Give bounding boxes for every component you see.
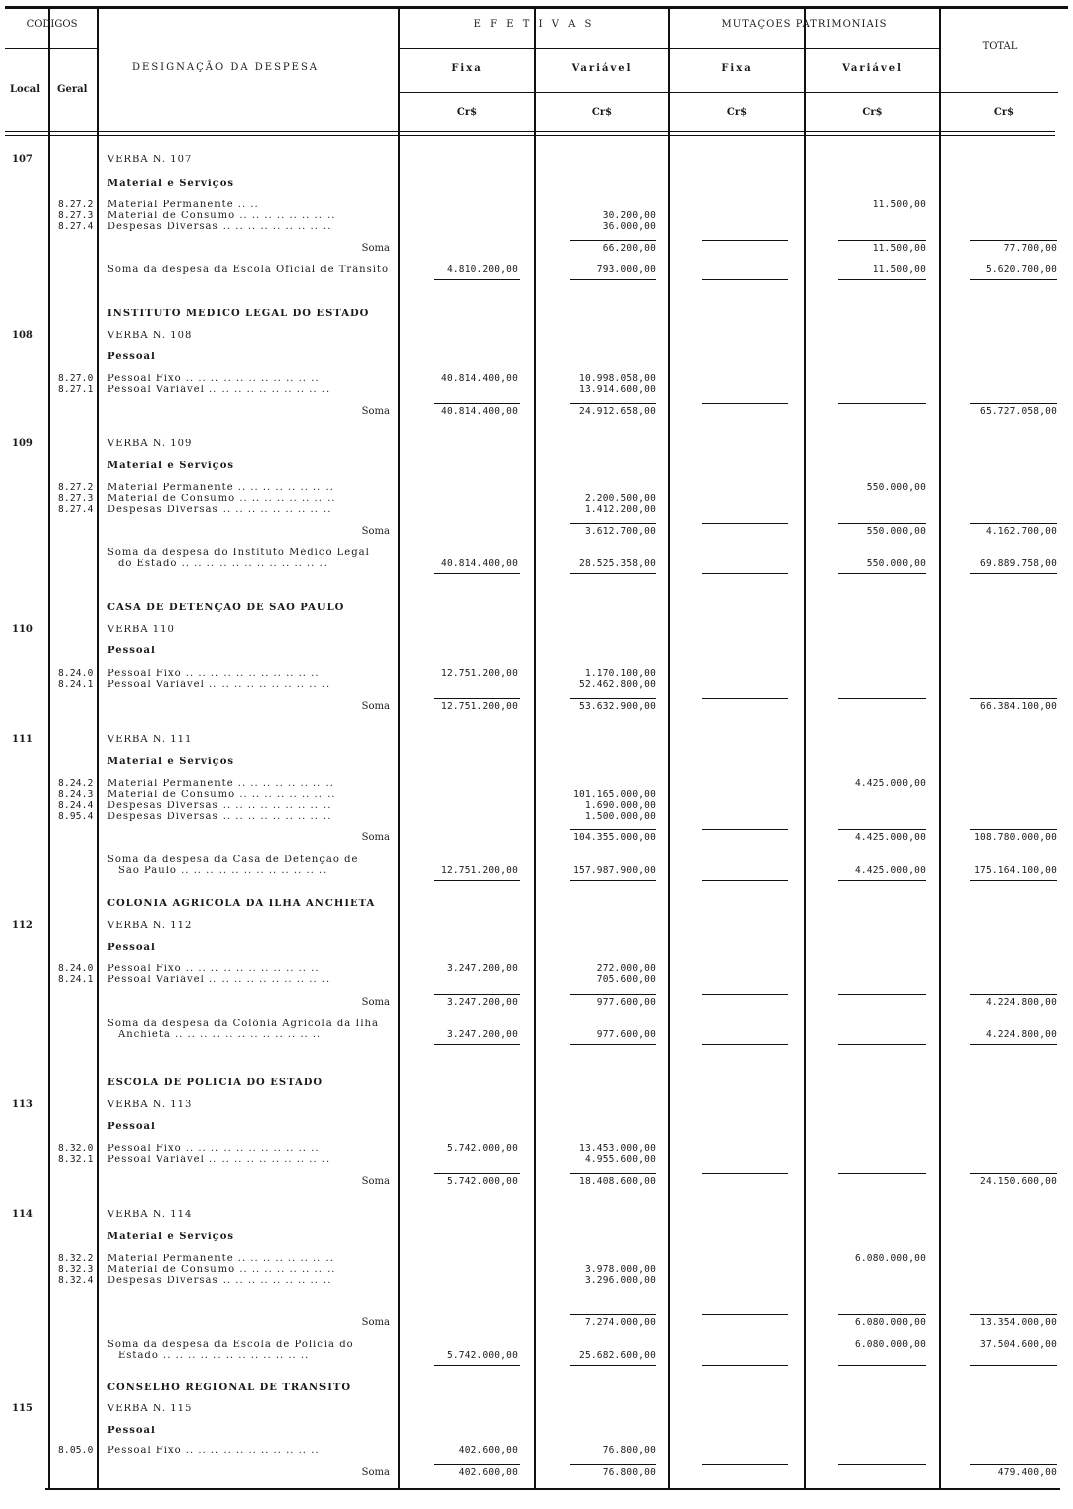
section-title: Material e Serviços xyxy=(107,1232,235,1242)
total-rule-mv xyxy=(838,279,926,280)
sum-rule-mv xyxy=(838,240,926,241)
item-description: Pessoal Fixo .. .. .. .. .. .. .. .. .. .. .. xyxy=(107,1446,320,1456)
sum-rule-tot xyxy=(970,1173,1057,1174)
item-description: Material Permanente .. .. .. .. .. .. .. .. xyxy=(107,483,334,493)
amount-tot: 24.150.600,00 xyxy=(980,1176,1057,1187)
soma-label: Soma xyxy=(361,1467,390,1478)
amount-tot: 479.400,00 xyxy=(997,1467,1057,1478)
code-geral: 8.24.4 xyxy=(58,800,94,811)
sum-rule-ev xyxy=(570,698,656,699)
section-title: Pessoal xyxy=(107,646,156,656)
section-title: CONSELHO REGIONAL DE TRÂNSITO xyxy=(107,1383,352,1393)
amount-ev: 25.682.600,00 xyxy=(579,1350,656,1361)
item-description: VERBA N. 108 xyxy=(107,331,193,341)
item-description: Soma da despesa da Escola Oficial de Trânsito xyxy=(107,265,389,275)
header-rule-2 xyxy=(5,135,1055,136)
amount-ev: 977.600,00 xyxy=(596,1029,656,1040)
total-rule-mv xyxy=(838,1365,926,1366)
amount-mv: 4.425.000,00 xyxy=(854,865,926,876)
amount-ef: 5.742.000,00 xyxy=(446,1176,518,1187)
total-rule-ef xyxy=(434,573,520,574)
amount-ev: 18.408.600,00 xyxy=(579,1176,656,1187)
item-description: Anchieta .. .. .. .. .. .. .. .. .. .. .. .. xyxy=(118,1030,322,1040)
amount-ev: 13.914.600,00 xyxy=(579,384,656,395)
code-geral: 8.24.1 xyxy=(58,679,94,690)
code-local: 113 xyxy=(12,1099,33,1110)
item-description: Despesas Diversas .. .. .. .. .. .. .. .. .. xyxy=(107,1276,332,1286)
item-description: Material Permanente .. .. xyxy=(107,200,259,210)
item-description: Material de Consumo .. .. .. .. .. .. .. .. xyxy=(107,211,336,221)
amount-ef: 402.600,00 xyxy=(458,1445,518,1456)
sum-rule-ev xyxy=(570,1314,656,1315)
sum-rule-tot xyxy=(970,523,1057,524)
amount-ev: 76.800,00 xyxy=(602,1445,656,1456)
sum-rule-ef xyxy=(434,1464,520,1465)
header-codigos: CODIGOS xyxy=(26,19,78,30)
col-rule-ev xyxy=(668,8,670,1488)
amount-ev: 1.412.200,00 xyxy=(584,504,656,515)
item-description: Pessoal Fixo .. .. .. .. .. .. .. .. .. .. .. xyxy=(107,1144,320,1154)
header-mutacoes: MUTAÇOES PATRIMONIAIS xyxy=(721,19,888,30)
item-description: Estado .. .. .. .. .. .. .. .. .. .. .. .. xyxy=(118,1351,310,1361)
code-local: 110 xyxy=(12,624,33,635)
sum-rule-ev xyxy=(570,1173,656,1174)
code-geral: 8.27.2 xyxy=(58,199,94,210)
code-geral: 8.27.2 xyxy=(58,482,94,493)
item-description: VERBA N. 112 xyxy=(107,921,193,931)
amount-tot: 66.384.100,00 xyxy=(980,701,1057,712)
amount-ef: 40.814.400,00 xyxy=(441,373,518,384)
header-fixa-mut: Fixa xyxy=(721,63,753,74)
item-description: Material de Consumo .. .. .. .. .. .. .. .. xyxy=(107,1265,336,1275)
sum-rule-mf xyxy=(702,698,788,699)
total-rule-mf xyxy=(702,1365,788,1366)
sum-rule-ev xyxy=(570,994,656,995)
code-local: 111 xyxy=(12,734,33,745)
amount-tot: 108.780.000,00 xyxy=(974,832,1057,843)
code-geral: 8.24.0 xyxy=(58,963,94,974)
item-description: Material Permanente .. .. .. .. .. .. .. .. xyxy=(107,779,334,789)
item-description: Soma da despesa da Colônia Agrícola da Ilha xyxy=(107,1019,379,1029)
sum-rule-mf xyxy=(702,1464,788,1465)
amount-ef: 12.751.200,00 xyxy=(441,668,518,679)
amount-mv: 4.425.000,00 xyxy=(854,832,926,843)
sum-rule-mf xyxy=(702,240,788,241)
item-description: Pessoal Fixo .. .. .. .. .. .. .. .. .. .. .. xyxy=(107,374,320,384)
header-currency-mv: Cr$ xyxy=(862,107,883,118)
item-description: VERBA 110 xyxy=(107,625,175,635)
item-description: Soma da despesa da Casa de Detenção de xyxy=(107,855,359,865)
header-rule-1 xyxy=(5,131,1055,132)
amount-tot: 13.354.000,00 xyxy=(980,1317,1057,1328)
sum-rule-ev xyxy=(570,403,656,404)
section-title: Pessoal xyxy=(107,943,156,953)
item-description: Pessoal Variável .. .. .. .. .. .. .. .. .. .. xyxy=(107,385,331,395)
item-description: VERBA N. 115 xyxy=(107,1404,193,1414)
amount-ev: 30.200,00 xyxy=(602,210,656,221)
item-description: Pessoal Variável .. .. .. .. .. .. .. .. .. .. xyxy=(107,680,331,690)
section-title: CASA DE DETENÇÃO DE SÃO PAULO xyxy=(107,603,345,613)
sum-rule-mf xyxy=(702,1173,788,1174)
total-rule-ef xyxy=(434,880,520,881)
section-title: Pessoal xyxy=(107,1426,156,1436)
amount-ev: 977.600,00 xyxy=(596,997,656,1008)
item-description: Pessoal Variável .. .. .. .. .. .. .. .. .. .. xyxy=(107,975,331,985)
total-rule-ev xyxy=(570,1365,656,1366)
soma-label: Soma xyxy=(361,1317,390,1328)
amount-ev: 13.453.000,00 xyxy=(579,1143,656,1154)
section-title: ESCOLA DE POLICIA DO ESTADO xyxy=(107,1078,324,1088)
item-description: Soma da despesa do Instituto Médico Legal xyxy=(107,548,370,558)
header-variavel: Variável xyxy=(571,63,633,74)
total-rule-ev xyxy=(570,1044,656,1045)
section-title: Material e Serviços xyxy=(107,461,235,471)
item-description: Despesas Diversas .. .. .. .. .. .. .. .. .. xyxy=(107,812,332,822)
header-efetivas: E F E T I V A S xyxy=(473,19,595,30)
total-rule-mf xyxy=(702,279,788,280)
code-geral: 8.32.4 xyxy=(58,1275,94,1286)
amount-ev: 28.525.358,00 xyxy=(579,558,656,569)
amount-tot: 69.889.758,00 xyxy=(980,558,1057,569)
amount-mv: 6.080.000,00 xyxy=(854,1317,926,1328)
total-rule-ef xyxy=(434,1044,520,1045)
amount-tot: 37.504.600,00 xyxy=(980,1339,1057,1350)
item-description: Despesas Diversas .. .. .. .. .. .. .. .. .. xyxy=(107,222,332,232)
code-geral: 8.27.3 xyxy=(58,210,94,221)
col-rule-mv xyxy=(939,8,941,1488)
amount-ev: 53.632.900,00 xyxy=(579,701,656,712)
header-currency-total: Cr$ xyxy=(993,107,1015,118)
soma-label: Soma xyxy=(361,526,390,537)
sum-rule-ef xyxy=(434,403,520,404)
code-geral: 8.32.2 xyxy=(58,1253,94,1264)
amount-ev: 36.000,00 xyxy=(602,221,656,232)
amount-ef: 40.814.400,00 xyxy=(441,406,518,417)
total-rule-tot xyxy=(970,279,1057,280)
sum-rule-mv xyxy=(838,698,926,699)
amount-ev: 3.296.000,00 xyxy=(584,1275,656,1286)
amount-ef: 4.810.200,00 xyxy=(446,264,518,275)
header-geral: Geral xyxy=(57,84,88,95)
item-description: VERBA N. 109 xyxy=(107,439,193,449)
total-rule-tot xyxy=(970,1044,1057,1045)
amount-mv: 6.080.000,00 xyxy=(854,1339,926,1350)
amount-ev: 3.612.700,00 xyxy=(584,526,656,537)
amount-ef: 402.600,00 xyxy=(458,1467,518,1478)
code-local: 108 xyxy=(12,330,33,341)
code-geral: 8.24.0 xyxy=(58,668,94,679)
code-geral: 8.24.1 xyxy=(58,974,94,985)
amount-ev: 3.978.000,00 xyxy=(584,1264,656,1275)
total-rule-ev xyxy=(570,279,656,280)
top-rule xyxy=(5,6,1068,9)
sum-rule-mv xyxy=(838,1314,926,1315)
header-local: Local xyxy=(10,84,41,95)
soma-label: Soma xyxy=(361,832,390,843)
header-currency-mf: Cr$ xyxy=(726,107,748,118)
section-title: Material e Serviços xyxy=(107,757,235,767)
sum-rule-ev xyxy=(570,240,656,241)
amount-ef: 40.814.400,00 xyxy=(441,558,518,569)
total-rule-mf xyxy=(702,573,788,574)
amount-mv: 550.000,00 xyxy=(866,482,926,493)
amount-mv: 4.425.000,00 xyxy=(854,778,926,789)
amount-mv: 550.000,00 xyxy=(866,558,926,569)
item-description: VERBA N. 111 xyxy=(107,735,193,745)
item-description: Despesas Diversas .. .. .. .. .. .. .. .. .. xyxy=(107,801,332,811)
item-description: São Paulo .. .. .. .. .. .. .. .. .. .. .. .. xyxy=(118,866,328,876)
sum-rule-ef xyxy=(434,698,520,699)
subheader-rule xyxy=(398,92,1058,93)
header-currency-ef: Cr$ xyxy=(456,107,478,118)
sum-rule-tot xyxy=(970,403,1057,404)
amount-ev: 10.998.058,00 xyxy=(579,373,656,384)
sum-rule-tot xyxy=(970,698,1057,699)
sum-rule-tot xyxy=(970,1464,1057,1465)
amount-tot: 4.224.800,00 xyxy=(985,997,1057,1008)
item-description: do Estado .. .. .. .. .. .. .. .. .. .. .. .. xyxy=(118,559,328,569)
amount-ef: 3.247.200,00 xyxy=(446,963,518,974)
sum-rule-ef xyxy=(434,1173,520,1174)
sum-rule-mf xyxy=(702,829,788,830)
soma-label: Soma xyxy=(361,997,390,1008)
amount-ef: 5.742.000,00 xyxy=(446,1143,518,1154)
code-geral: 8.32.3 xyxy=(58,1264,94,1275)
code-local: 107 xyxy=(12,154,33,165)
amount-mv: 11.500,00 xyxy=(872,199,926,210)
section-title: INSTITUTO MEDICO LEGAL DO ESTADO xyxy=(107,309,370,319)
amount-ef: 3.247.200,00 xyxy=(446,1029,518,1040)
code-local: 112 xyxy=(12,920,33,931)
code-geral: 8.32.0 xyxy=(58,1143,94,1154)
sum-rule-mf xyxy=(702,403,788,404)
amount-tot: 65.727.058,00 xyxy=(980,406,1057,417)
header-variavel-mut: Variável xyxy=(842,63,903,74)
total-rule-tot xyxy=(970,1365,1057,1366)
amount-mv: 6.080.000,00 xyxy=(854,1253,926,1264)
item-description: Material Permanente .. .. .. .. .. .. .. .. xyxy=(107,1254,334,1264)
amount-ev: 24.912.658,00 xyxy=(579,406,656,417)
amount-mv: 11.500,00 xyxy=(872,243,926,254)
total-rule-tot xyxy=(970,573,1057,574)
total-rule-mf xyxy=(702,1044,788,1045)
amount-ev: 705.600,00 xyxy=(596,974,656,985)
sum-rule-mv xyxy=(838,829,926,830)
amount-ev: 272.000,00 xyxy=(596,963,656,974)
header-total: TOTAL xyxy=(982,41,1018,52)
code-geral: 8.05.0 xyxy=(58,1445,94,1456)
code-geral: 8.95.4 xyxy=(58,811,94,822)
total-rule-ev xyxy=(570,573,656,574)
amount-mv: 550.000,00 xyxy=(866,526,926,537)
amount-ef: 5.742.000,00 xyxy=(446,1350,518,1361)
code-geral: 8.32.1 xyxy=(58,1154,94,1165)
col-rule-desc xyxy=(398,8,400,1488)
amount-ev: 1.500.000,00 xyxy=(584,811,656,822)
amount-ev: 66.200,00 xyxy=(602,243,656,254)
total-rule-mf xyxy=(702,880,788,881)
code-geral: 8.24.2 xyxy=(58,778,94,789)
code-geral: 8.27.3 xyxy=(58,493,94,504)
amount-ev: 1.170.100,00 xyxy=(584,668,656,679)
amount-ev: 157.987.900,00 xyxy=(573,865,656,876)
sum-rule-tot xyxy=(970,829,1057,830)
code-geral: 8.27.0 xyxy=(58,373,94,384)
sum-rule-mv xyxy=(838,523,926,524)
sum-rule-mv xyxy=(838,1464,926,1465)
section-title: Material e Serviços xyxy=(107,179,235,189)
sum-rule-mv xyxy=(838,403,926,404)
amount-tot: 175.164.100,00 xyxy=(974,865,1057,876)
total-rule-mv xyxy=(838,1044,926,1045)
soma-label: Soma xyxy=(361,406,390,417)
total-rule-ef xyxy=(434,279,520,280)
col-rule-geral xyxy=(97,8,99,1488)
amount-ev: 1.690.000,00 xyxy=(584,800,656,811)
soma-label: Soma xyxy=(361,1176,390,1187)
code-geral: 8.27.1 xyxy=(58,384,94,395)
amount-tot: 77.700,00 xyxy=(1003,243,1057,254)
bottom-rule xyxy=(45,1488,1060,1490)
sum-rule-ev xyxy=(570,1464,656,1465)
item-description: VERBA N. 113 xyxy=(107,1100,193,1110)
amount-ev: 52.462.800,00 xyxy=(579,679,656,690)
item-description: VERBA N. 107 xyxy=(107,155,193,165)
total-rule-mv xyxy=(838,880,926,881)
amount-ef: 12.751.200,00 xyxy=(441,865,518,876)
sum-rule-mf xyxy=(702,1314,788,1315)
item-description: Despesas Diversas .. .. .. .. .. .. .. .. .. xyxy=(107,505,332,515)
code-local: 109 xyxy=(12,438,33,449)
code-geral: 8.24.3 xyxy=(58,789,94,800)
amount-ev: 104.355.000,00 xyxy=(573,832,656,843)
code-local: 115 xyxy=(12,1403,33,1414)
header-currency-ev: Cr$ xyxy=(591,107,613,118)
sum-rule-tot xyxy=(970,1314,1057,1315)
section-title: COLÔNIA AGRICOLA DA ILHA ANCHIETA xyxy=(107,899,376,909)
sum-rule-mv xyxy=(838,1173,926,1174)
total-rule-ef xyxy=(434,1365,520,1366)
total-rule-mv xyxy=(838,573,926,574)
item-description: Pessoal Variável .. .. .. .. .. .. .. .. .. .. xyxy=(107,1155,331,1165)
amount-ev: 4.955.600,00 xyxy=(584,1154,656,1165)
item-description: Pessoal Fixo .. .. .. .. .. .. .. .. .. .. .. xyxy=(107,964,320,974)
sum-rule-mf xyxy=(702,523,788,524)
code-geral: 8.27.4 xyxy=(58,504,94,515)
header-designacao: DESIGNAÇÃO DA DESPESA xyxy=(132,62,320,73)
amount-ev: 7.274.000,00 xyxy=(584,1317,656,1328)
group-rule xyxy=(398,48,939,49)
item-description: Pessoal Fixo .. .. .. .. .. .. .. .. .. .. .. xyxy=(107,669,320,679)
amount-ef: 12.751.200,00 xyxy=(441,701,518,712)
code-local: 114 xyxy=(12,1209,33,1220)
codigos-rule xyxy=(5,48,97,49)
total-rule-ev xyxy=(570,880,656,881)
header-fixa: Fixa xyxy=(451,63,483,74)
amount-tot: 4.224.800,00 xyxy=(985,1029,1057,1040)
amount-ev: 101.165.000,00 xyxy=(573,789,656,800)
sum-rule-ef xyxy=(434,994,520,995)
amount-ev: 2.200.500,00 xyxy=(584,493,656,504)
section-title: Pessoal xyxy=(107,352,156,362)
section-title: Pessoal xyxy=(107,1122,156,1132)
soma-label: Soma xyxy=(361,701,390,712)
sum-rule-mf xyxy=(702,994,788,995)
sum-rule-ev xyxy=(570,523,656,524)
item-description: Soma da despesa da Escola de Policia do xyxy=(107,1340,354,1350)
sum-rule-ev xyxy=(570,829,656,830)
amount-tot: 4.162.700,00 xyxy=(985,526,1057,537)
sum-rule-tot xyxy=(970,240,1057,241)
amount-tot: 5.620.700,00 xyxy=(985,264,1057,275)
item-description: Material de Consumo .. .. .. .. .. .. .. .. xyxy=(107,494,336,504)
col-rule-mf xyxy=(804,8,806,1488)
code-geral: 8.27.4 xyxy=(58,221,94,232)
amount-ev: 793.000,00 xyxy=(596,264,656,275)
item-description: VERBA N. 114 xyxy=(107,1210,193,1220)
item-description: Material de Consumo .. .. .. .. .. .. .. .. xyxy=(107,790,336,800)
sum-rule-tot xyxy=(970,994,1057,995)
col-rule-local xyxy=(48,8,50,1488)
total-rule-tot xyxy=(970,880,1057,881)
amount-ev: 76.800,00 xyxy=(602,1467,656,1478)
soma-label: Soma xyxy=(361,243,390,254)
amount-mv: 11.500,00 xyxy=(872,264,926,275)
sum-rule-mv xyxy=(838,994,926,995)
amount-ef: 3.247.200,00 xyxy=(446,997,518,1008)
